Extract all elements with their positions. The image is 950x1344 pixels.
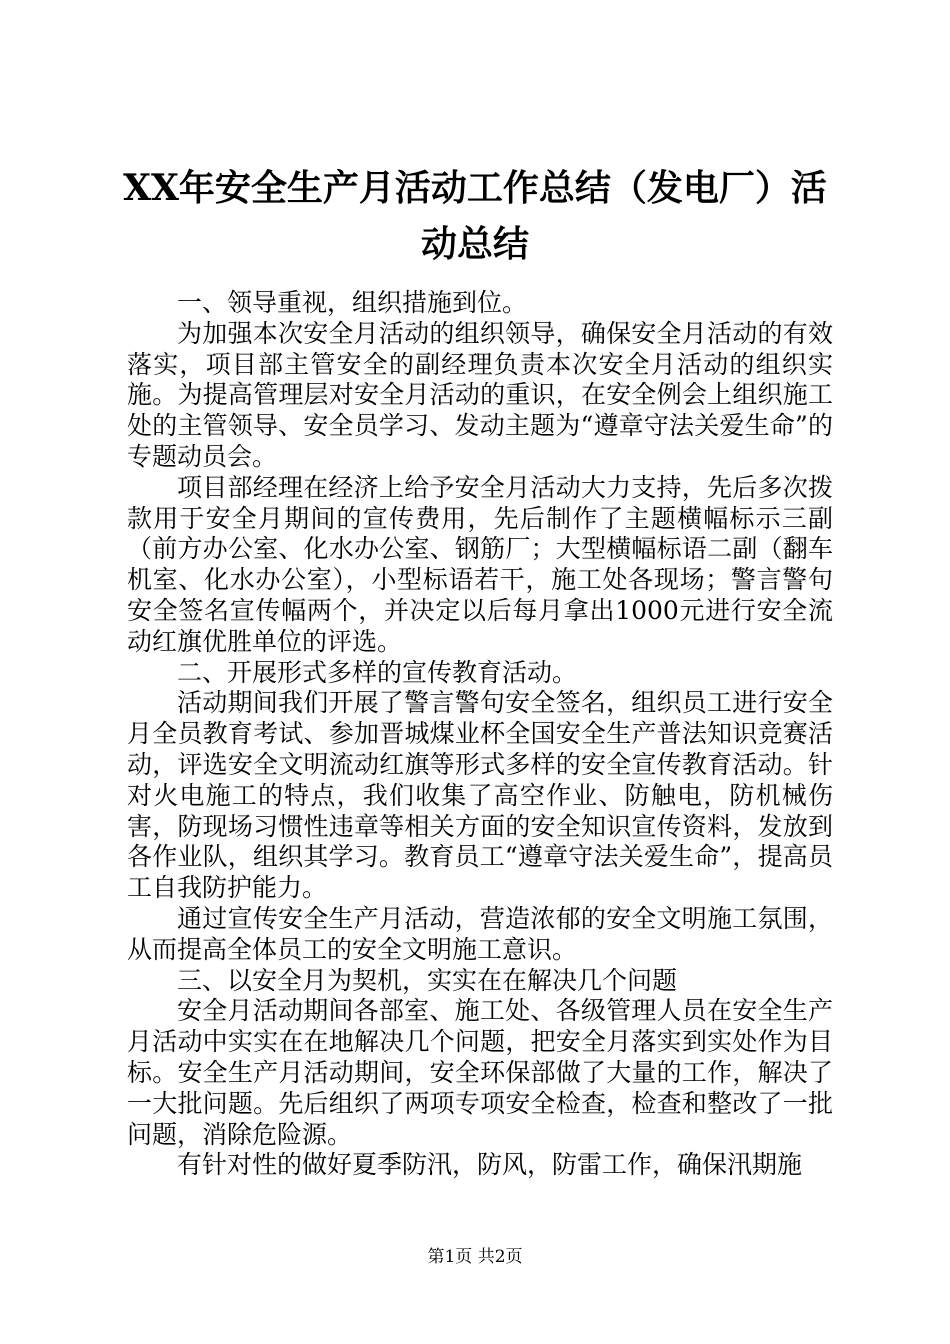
document-title: XX年安全生产月活动工作总结（发电厂）活动总结 (123, 167, 827, 265)
section-heading-3: 三、以安全月为契机，实实在在解决几个问题 (177, 965, 678, 995)
document-body (127, 288, 833, 1181)
paragraph: 安全月活动期间各部室、施工处、各级管理人员在安全生产月活动中实实在在地解决几个问题，把安全月落实到实处作为目标。安全生产月活动期间，安全环保部做了大量的工作，解决了一大批问题。先后组织了两项专项安全检查，检查和整改了一批问题，消除危险源。 (127, 996, 833, 1149)
paragraph: 通过宣传安全生产月活动，营造浓郁的安全文明施工氛围，从而提高全体员工的安全文明施工意识。 (127, 903, 833, 964)
paragraph: 项目部经理在经济上给予安全月活动大力支持，先后多次拨款用于安全月期间的宣传费用，先后制作了主题横幅标示三副（前方办公室、化水办公室、钢筋厂；大型横幅标语二副（翻车机室、化水办公室），小型标语若干，施工处各现场；警言警句安全签名宣传幅两个，并决定以后每月拿出1000元进行安全流动红旗优胜单位的评选。 (127, 472, 833, 656)
paragraph: 为加强本次安全月活动的组织领导，确保安全月活动的有效落实，项目部主管安全的副经理负责本次安全月活动的组织实施。为提高管理层对安全月活动的重识，在安全例会上组织施工处的主管领导、安全员学习、发动主题为“遵章守法关爱生命”的专题动员会。 (127, 318, 833, 471)
paragraph: 活动期间我们开展了警言警句安全签名，组织员工进行安全月全员教育考试、参加晋城煤业杯全国安全生产普法知识竞赛活动，评选安全文明流动红旗等形式多样的安全宣传教育活动。针对火电施工的特点，我们收集了高空作业、防触电，防机械伤害，防现场习惯性违章等相关方面的安全知识宣传资料，发放到各作业队，组织其学习。教育员工“遵章守法关爱生命”，提高员工自我防护能力。 (127, 688, 833, 903)
page-number-footer: 第1页 共2页 (427, 1247, 523, 1267)
section-heading-1: 一、领导重视，组织措施到位。 (177, 288, 528, 317)
section-heading-2: 二、开展形式多样的宣传教育活动。 (177, 657, 578, 687)
paragraph: 有针对性的做好夏季防汛，防风，防雷工作，确保汛期施 (177, 1150, 803, 1180)
